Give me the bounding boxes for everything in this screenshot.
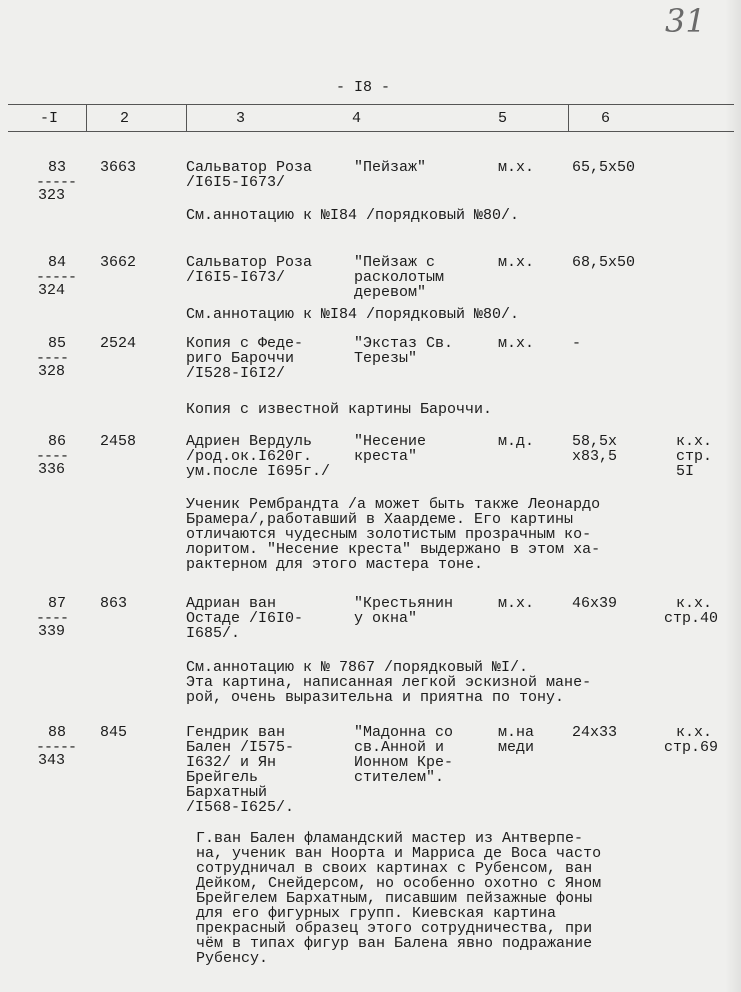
literature-line: 5I: [676, 463, 695, 480]
entry-number: 84: [48, 254, 67, 271]
author-line: /I6I5-I673/: [186, 269, 286, 286]
annotation-line: Брейгелем Бархатным, писавшим пейзажные фоны: [196, 890, 593, 907]
inventory-number: 3663: [100, 159, 137, 176]
author-line: Сальватор Роза: [186, 254, 313, 271]
inventory-number: 3662: [100, 254, 137, 271]
literature-line: стр.: [676, 448, 713, 465]
author-line: Адриан ван: [186, 595, 277, 612]
entry-number: 86: [48, 433, 67, 450]
title-line: расколотым: [354, 269, 445, 286]
author-line: Брейгель: [186, 769, 259, 786]
entry-separator: ----: [36, 610, 69, 627]
author-line: /род.ок.I620г.: [186, 448, 313, 465]
entry-reference: 343: [38, 752, 66, 769]
author-line: Остаде /I6I0-: [186, 610, 304, 627]
author-line: Бархатный: [186, 784, 268, 801]
entry-reference: 323: [38, 187, 66, 204]
title-line: креста": [354, 448, 418, 465]
entry-separator: -----: [36, 174, 77, 191]
page-number: - I8 -: [336, 79, 391, 96]
inventory-number: 2524: [100, 335, 137, 352]
title-line: Ионном Кре-: [354, 754, 454, 771]
annotation-line: Брамера/,работавший в Хаардеме. Его картины: [186, 511, 574, 528]
technique-line: м.х.: [498, 159, 535, 176]
author-line: риго Бароччи: [186, 350, 295, 367]
column-header-4: 4: [352, 110, 362, 127]
technique-line: м.х.: [498, 254, 535, 271]
author-line: Сальватор Роза: [186, 159, 313, 176]
annotation-line: Ученик Рембрандта /а может быть также Леонардо: [186, 496, 601, 513]
folio-number: 31: [665, 2, 706, 40]
size-line: -: [572, 335, 582, 352]
entry-separator: ----: [36, 350, 69, 367]
annotation-line: прекрасный образец этого сотрудничества, при: [196, 920, 593, 937]
literature-line: к.х.: [676, 724, 713, 741]
author-line: Адриен Вердуль: [186, 433, 313, 450]
technique-line: м.д.: [498, 433, 535, 450]
size-line: 68,5x50: [572, 254, 636, 271]
size-line: 58,5x: [572, 433, 618, 450]
header-rule-bottom: [8, 131, 734, 132]
title-line: "Экстаз Св.: [354, 335, 454, 352]
title-line: у окна": [354, 610, 418, 627]
header-divider: [86, 104, 87, 131]
title-line: стителем".: [354, 769, 445, 786]
column-header-1: -I: [40, 110, 59, 127]
size-line: 24x33: [572, 724, 618, 741]
entry-separator: -----: [36, 269, 77, 286]
title-line: "Пейзаж с: [354, 254, 436, 271]
entry-number: 87: [48, 595, 67, 612]
entry-reference: 328: [38, 363, 66, 380]
annotation-line: Рубенсу.: [196, 950, 269, 967]
literature-line: стр.69: [664, 739, 719, 756]
annotation-line: отличаются чудесным золотистым прозрачным ко-: [186, 526, 592, 543]
author-line: /I528-I6I2/: [186, 365, 286, 382]
technique-line: м.х.: [498, 335, 535, 352]
header-divider: [186, 104, 187, 131]
title-line: деревом": [354, 284, 427, 301]
technique-line: меди: [498, 739, 535, 756]
technique-line: м.х.: [498, 595, 535, 612]
annotation-line: Эта картина, написанная легкой эскизной мане-: [186, 674, 592, 691]
size-line: 46x39: [572, 595, 618, 612]
entry-reference: 336: [38, 461, 66, 478]
author-line: I685/.: [186, 625, 241, 642]
annotation-line: сотрудничал в своих картинах с Рубенсом, ван: [196, 860, 593, 877]
annotation-line: рактерном для этого мастера тоне.: [186, 556, 484, 573]
entry-number: 83: [48, 159, 67, 176]
author-line: Бален /I575-: [186, 739, 295, 756]
author-line: Копия с Феде-: [186, 335, 304, 352]
annotation-line: рой, очень выразительна и приятна по тону.: [186, 689, 565, 706]
literature-line: стр.40: [664, 610, 719, 627]
entry-separator: ----: [36, 448, 69, 465]
author-line: ум.после I695г./: [186, 463, 331, 480]
author-line: Гендрик ван: [186, 724, 286, 741]
annotation-line: чём в типах фигур ван Балена явно подражание: [196, 935, 593, 952]
inventory-number: 863: [100, 595, 128, 612]
entry-number: 88: [48, 724, 67, 741]
annotation-line: на, ученик ван Ноорта и Марриса де Воса часто: [196, 845, 602, 862]
annotation-line: См.аннотацию к №I84 /порядковый №80/.: [186, 207, 520, 224]
column-header-3: 3: [236, 110, 246, 127]
column-header-6: 6: [601, 110, 611, 127]
title-line: "Пейзаж": [354, 159, 427, 176]
annotation-line: Г.ван Бален фламандский мастер из Антверпе-: [196, 830, 584, 847]
technique-line: м.на: [498, 724, 535, 741]
author-line: /I6I5-I673/: [186, 174, 286, 191]
size-line: x83,5: [572, 448, 618, 465]
title-line: св.Анной и: [354, 739, 445, 756]
annotation-line: для его фигурных групп. Киевская картина: [196, 905, 557, 922]
title-line: "Мадонна со: [354, 724, 454, 741]
title-line: "Крестьянин: [354, 595, 454, 612]
inventory-number: 845: [100, 724, 128, 741]
annotation-line: Копия с известной картины Бароччи.: [186, 401, 493, 418]
literature-line: к.х.: [676, 595, 713, 612]
entry-separator: -----: [36, 739, 77, 756]
annotation-line: См.аннотацию к №I84 /порядковый №80/.: [186, 306, 520, 323]
literature-line: к.х.: [676, 433, 713, 450]
title-line: "Несение: [354, 433, 427, 450]
entry-number: 85: [48, 335, 67, 352]
annotation-line: лоритом. "Несение креста" выдержано в этом ха-: [186, 541, 601, 558]
author-line: /I568-I625/.: [186, 799, 295, 816]
annotation-line: Дейком, Снейдерсом, но особенно охотно с Яном: [196, 875, 602, 892]
author-line: I632/ и Ян: [186, 754, 277, 771]
entry-reference: 324: [38, 282, 66, 299]
column-header-2: 2: [120, 110, 130, 127]
header-divider: [568, 104, 569, 131]
annotation-line: См.аннотацию к № 7867 /порядковый №I/.: [186, 659, 529, 676]
inventory-number: 2458: [100, 433, 137, 450]
size-line: 65,5x50: [572, 159, 636, 176]
entry-reference: 339: [38, 623, 66, 640]
column-header-5: 5: [498, 110, 508, 127]
header-rule-top: [8, 104, 734, 105]
page-edge-shadow: [725, 0, 741, 992]
title-line: Терезы": [354, 350, 418, 367]
